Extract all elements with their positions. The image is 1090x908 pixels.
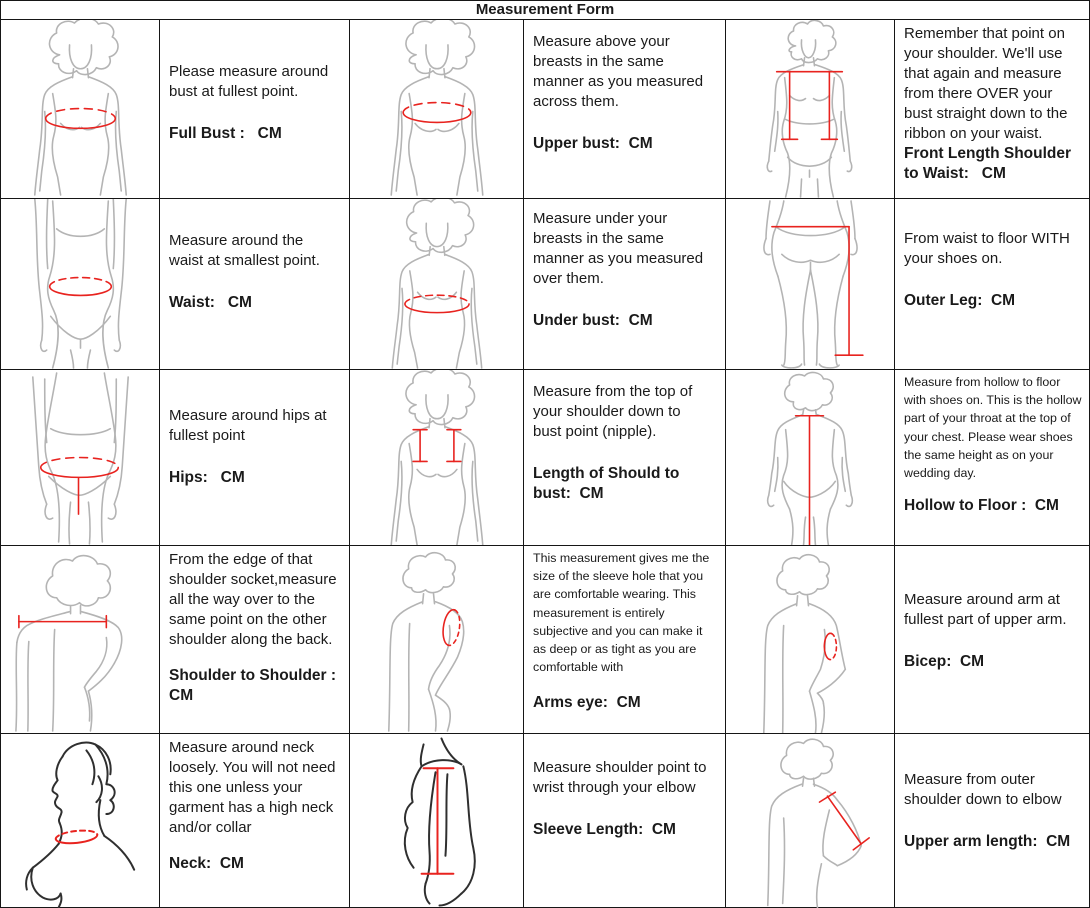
measure-label: Shoulder to Shoulder : CM — [169, 666, 341, 704]
figure-cell — [1, 199, 160, 370]
shoulder-to-bust-figure — [350, 370, 523, 545]
measure-label: Length of Should to bust: CM — [533, 464, 684, 502]
measure-instructions: Measure from outer shoulder down to elbow — [904, 771, 1062, 808]
figure-cell — [350, 199, 524, 370]
measure-instructions: This measurement gives me the size of the sleeve hole that you are comfortable wearing. This measurement is entirely subjective and you can make it as deep or as tight as you are comfortable with — [533, 551, 710, 675]
measure-label: Under bust: CM — [533, 311, 653, 329]
instruction-cell — [524, 20, 726, 199]
hips-figure — [1, 370, 159, 545]
measure-label: Bicep: CM — [904, 652, 985, 670]
instruction-cell — [524, 199, 726, 370]
instruction-cell — [160, 546, 350, 734]
measure-instructions: Measure shoulder point to wrist through your elbow — [533, 759, 707, 796]
figure-cell — [1, 546, 160, 734]
figure-cell — [1, 734, 160, 908]
measurement-table — [1, 20, 1089, 908]
instruction-cell — [895, 734, 1090, 908]
hollow-to-floor-figure — [726, 370, 894, 545]
measure-instructions: Measure around hips at fullest point — [169, 407, 327, 444]
waist-figure — [1, 199, 159, 369]
arms-eye-figure — [350, 546, 523, 733]
instruction-cell — [524, 546, 726, 734]
measure-label: Front Length Shoulder to Waist: CM — [904, 144, 1076, 182]
measure-label: Neck: CM — [169, 854, 244, 872]
measure-label: Outer Leg: CM — [904, 291, 1016, 309]
instruction-cell — [895, 546, 1090, 734]
measure-instructions: Measure from the top of your shoulder down to bust point (nipple). — [533, 383, 693, 440]
instruction-cell — [160, 734, 350, 908]
measure-label: Upper arm length: CM — [904, 832, 1071, 850]
measure-label: Upper bust: CM — [533, 134, 653, 152]
bicep-figure — [726, 546, 894, 733]
figure-cell — [726, 546, 895, 734]
figure-cell — [726, 734, 895, 908]
neck-figure — [1, 734, 159, 908]
measure-label: Hollow to Floor : CM — [904, 497, 1059, 515]
measure-instructions: Measure under your breasts in the same manner as you measured over them. — [533, 210, 704, 287]
figure-cell — [350, 20, 524, 199]
measure-instructions: Measure above your breasts in the same manner as you measured across them. — [533, 33, 704, 110]
upper-arm-length-figure — [726, 734, 894, 908]
figure-cell — [350, 734, 524, 908]
measure-instructions: Measure from hollow to floor with shoes on. This is the hollow part of your throat at the top of your chest. Please wear shoes the same height as on your wedding day. — [904, 375, 1082, 481]
measure-label: Full Bust : CM — [169, 124, 282, 142]
figure-cell — [726, 20, 895, 199]
measure-instructions: From waist to floor WITH your shoes on. — [904, 230, 1070, 267]
instruction-cell — [160, 20, 350, 199]
under-bust-figure — [350, 199, 523, 369]
front-length-figure — [726, 20, 894, 198]
measure-label: Arms eye: CM — [533, 693, 641, 711]
measure-instructions: Measure around the waist at smallest point. — [169, 232, 320, 269]
outer-leg-figure — [726, 199, 894, 369]
instruction-cell — [895, 20, 1090, 199]
measure-label: Sleeve Length: CM — [533, 820, 676, 838]
figure-cell — [726, 199, 895, 370]
instruction-cell — [895, 199, 1090, 370]
measure-instructions: From the edge of that shoulder socket,measure all the way over to the same point on the other shoulder along the back. — [169, 551, 337, 648]
shoulder-to-shoulder-figure — [1, 546, 159, 733]
instruction-cell — [524, 370, 726, 546]
measure-instructions: Measure around arm at fullest part of upper arm. — [904, 591, 1067, 628]
instruction-cell — [160, 370, 350, 546]
figure-cell — [350, 546, 524, 734]
instruction-cell — [524, 734, 726, 908]
figure-cell — [726, 370, 895, 546]
measure-label: Waist: CM — [169, 293, 252, 311]
page-title: Measurement Form — [1, 1, 1089, 20]
figure-cell — [350, 370, 524, 546]
measure-instructions: Please measure around bust at fullest point. — [169, 63, 329, 100]
measure-instructions: Remember that point on your shoulder. We'll use that again and measure from there OVER your bust straight down to the ribbon on your waist. — [904, 25, 1068, 142]
full-bust-figure — [1, 20, 159, 198]
figure-cell — [1, 370, 160, 546]
instruction-cell — [160, 199, 350, 370]
figure-cell — [1, 20, 160, 199]
measure-label: Hips: CM — [169, 468, 245, 486]
upper-bust-figure — [350, 20, 523, 198]
measure-instructions: Measure around neck loosely. You will not need this one unless your garment has a high neck and/or collar — [169, 739, 336, 836]
instruction-cell — [895, 370, 1090, 546]
sleeve-length-figure — [350, 734, 523, 908]
